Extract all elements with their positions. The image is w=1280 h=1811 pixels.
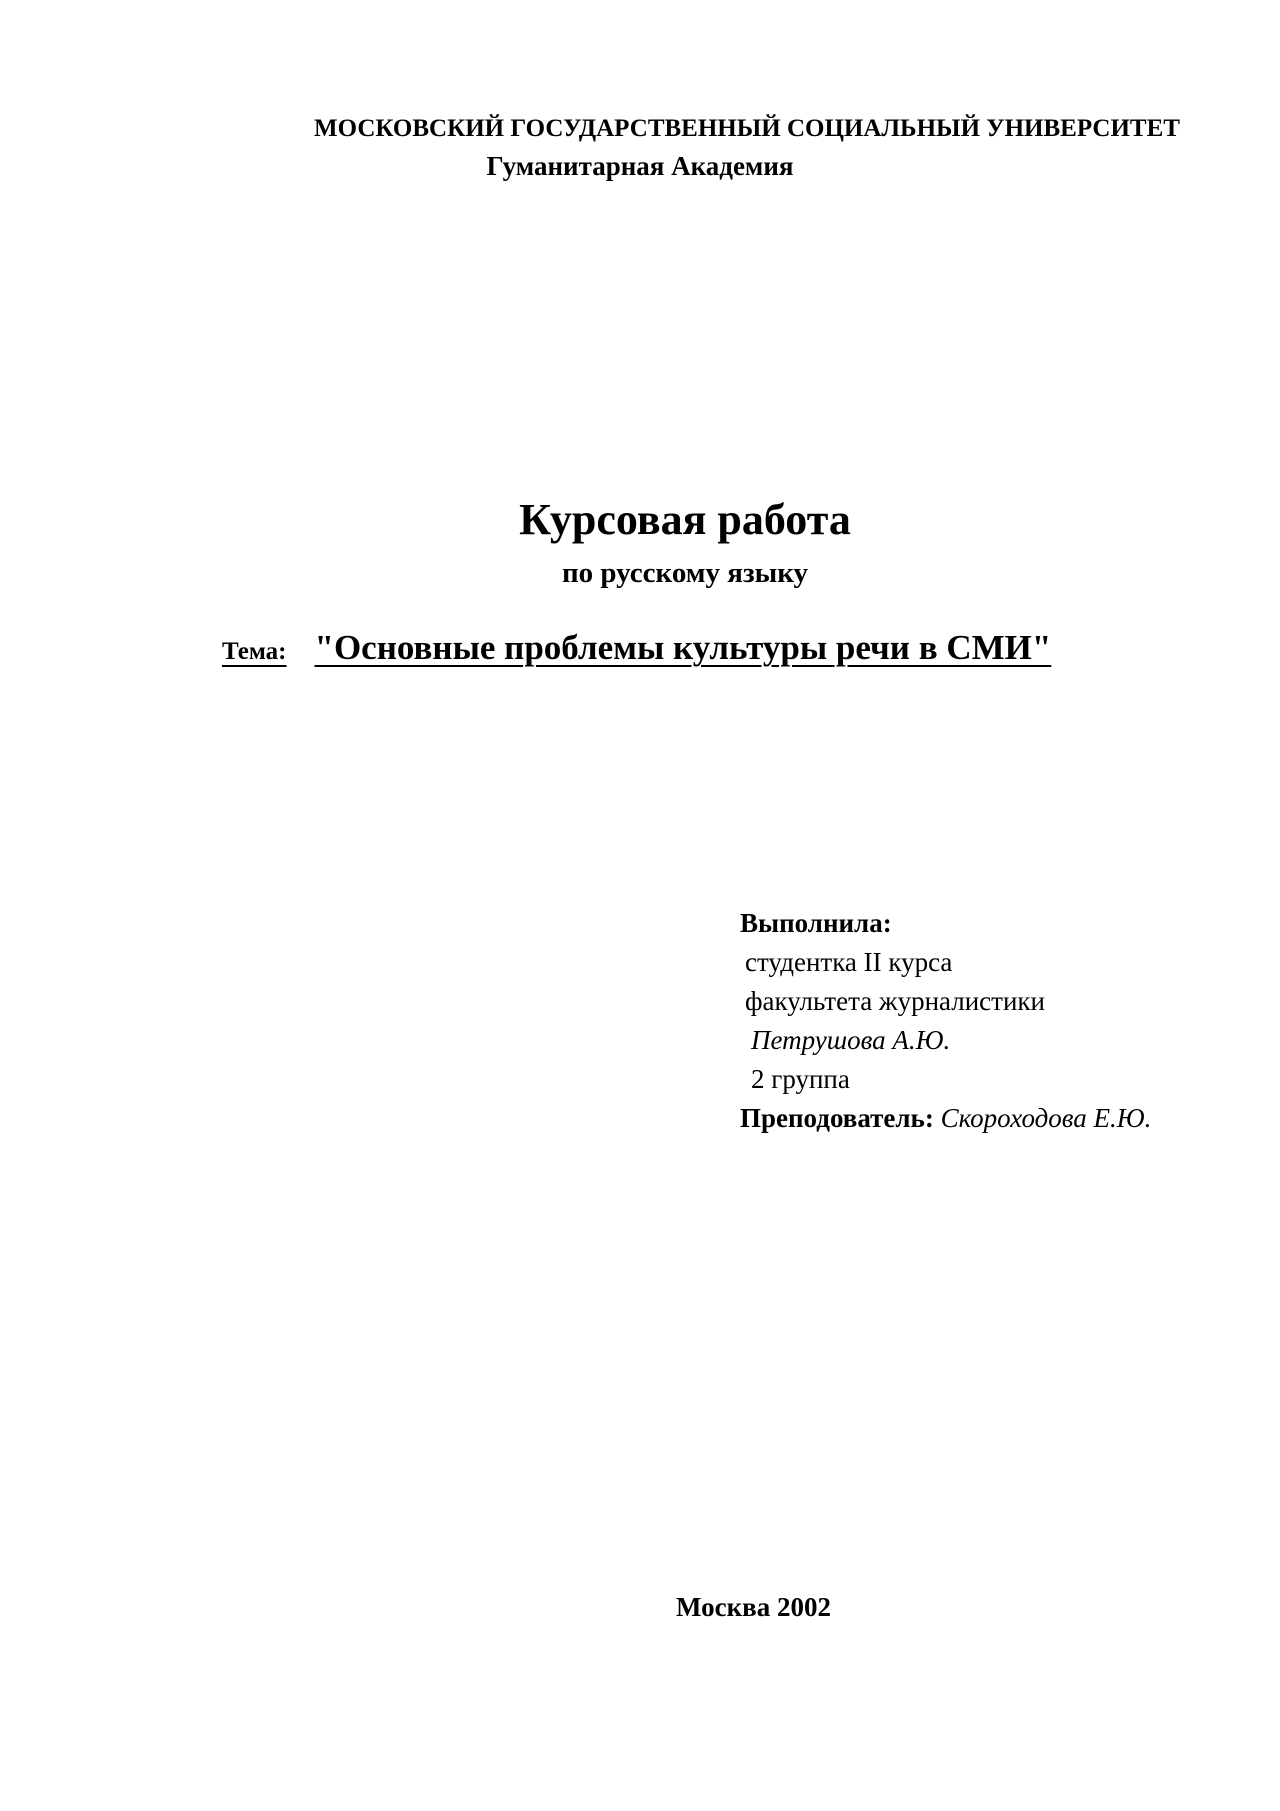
academy-name: Гуманитарная Академия <box>486 151 794 181</box>
topic-line <box>222 628 1051 668</box>
student-name: Петрушова А.Ю. <box>751 1025 951 1055</box>
topic-title: "Основные проблемы культуры речи в СМИ" <box>314 628 1052 667</box>
author-block <box>740 904 1151 1138</box>
city-year: Москва 2002 <box>676 1592 831 1622</box>
teacher-label: Преподователь: <box>740 1103 934 1133</box>
topic-label: Тема: <box>222 638 287 665</box>
teacher-line <box>740 1099 1151 1138</box>
university-name: МОСКОВСКИЙ ГОСУДАРСТВЕННЫЙ СОЦИАЛЬНЫЙ УНИВЕРСИТЕТ <box>314 115 1180 142</box>
teacher-name: Скороходова Е.Ю. <box>940 1103 1152 1133</box>
student-group: 2 группа <box>751 1064 850 1094</box>
document-type: Курсовая работа <box>519 495 851 544</box>
student-course: студентка II курса <box>745 947 953 977</box>
document-subject: по русскому языку <box>561 557 809 589</box>
student-faculty: факультета журналистики <box>745 986 1045 1016</box>
performed-label: Выполнила: <box>740 908 892 938</box>
